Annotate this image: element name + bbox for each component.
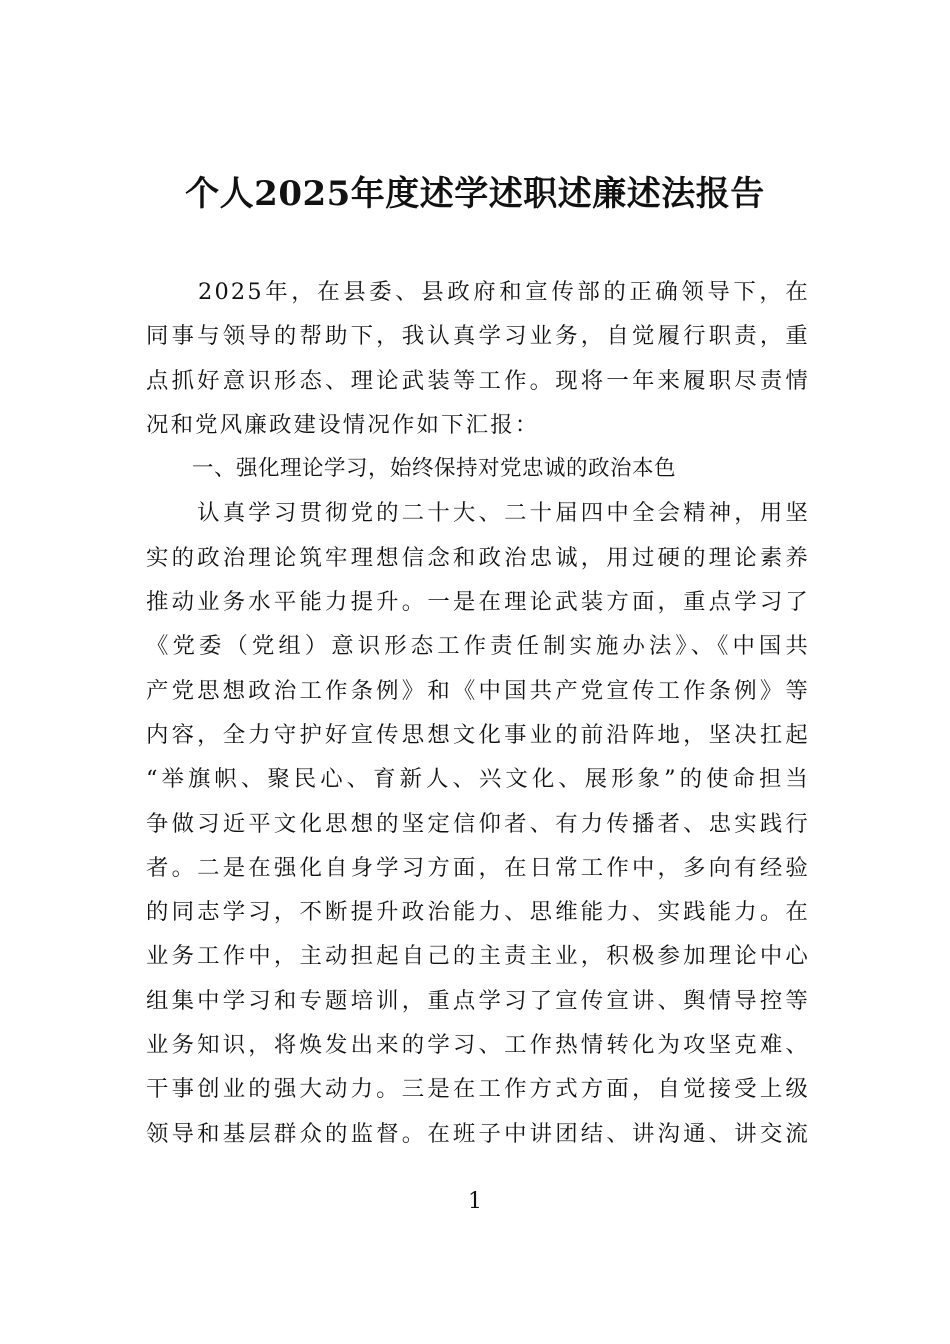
paragraph-line: 业务工作中，主动担起自己的主责主业，积极参加理论中心	[146, 943, 810, 970]
paragraph-line: 认真学习贯彻党的二十大、二十届四中全会精神，用坚	[146, 500, 810, 527]
paragraph-line: 内容，全力守护好宣传思想文化事业的前沿阵地，坚决扛起	[146, 721, 810, 748]
paragraph-line: 点抓好意识形态、理论武装等工作。现将一年来履职尽责情	[146, 367, 810, 394]
paragraph-line: 干事创业的强大动力。三是在工作方式方面，自觉接受上级	[146, 1076, 810, 1103]
paragraph-line: 推动业务水平能力提升。一是在理论武装方面，重点学习了	[146, 589, 810, 616]
paragraph-line: 的同志学习，不断提升政治能力、思维能力、实践能力。在	[146, 899, 810, 926]
page-number: 1	[468, 1189, 482, 1214]
intro-paragraph	[146, 270, 810, 1156]
document-title: 个人2025年度述学述职述廉述法报告	[185, 174, 765, 214]
paragraph-line: “举旗帜、聚民心、育新人、兴文化、展形象”的使命担当	[146, 766, 810, 793]
paragraph-line: 者。二是在强化自身学习方面，在日常工作中，多向有经验	[146, 854, 810, 881]
paragraph-line: 争做习近平文化思想的坚定信仰者、有力传播者、忠实践行	[146, 810, 810, 837]
paragraph-line: 2025年，在县委、县政府和宣传部的正确领导下，在	[146, 279, 810, 305]
paragraph-line: 况和党风廉政建设情况作如下汇报：	[146, 411, 540, 438]
paragraph-line: 组集中学习和专题培训，重点学习了宣传宣讲、舆情导控等	[146, 987, 810, 1014]
paragraph-line: 领导和基层群众的监督。在班子中讲团结、讲沟通、讲交流	[146, 1120, 810, 1147]
paragraph-line: 《党委（党组）意识形态工作责任制实施办法》、《中国共	[146, 633, 810, 660]
paragraph-line: 产党思想政治工作条例》和《中国共产党宣传工作条例》等	[146, 677, 810, 704]
section-heading: 一、强化理论学习，始终保持对党忠诚的政治本色	[192, 456, 677, 482]
paragraph-line: 业务知识，将焕发出来的学习、工作热情转化为攻坚克难、	[146, 1032, 810, 1059]
paragraph-line: 同事与领导的帮助下，我认真学习业务，自觉履行职责，重	[146, 323, 810, 350]
paragraph-line: 实的政治理论筑牢理想信念和政治忠诚，用过硬的理论素养	[146, 544, 810, 571]
